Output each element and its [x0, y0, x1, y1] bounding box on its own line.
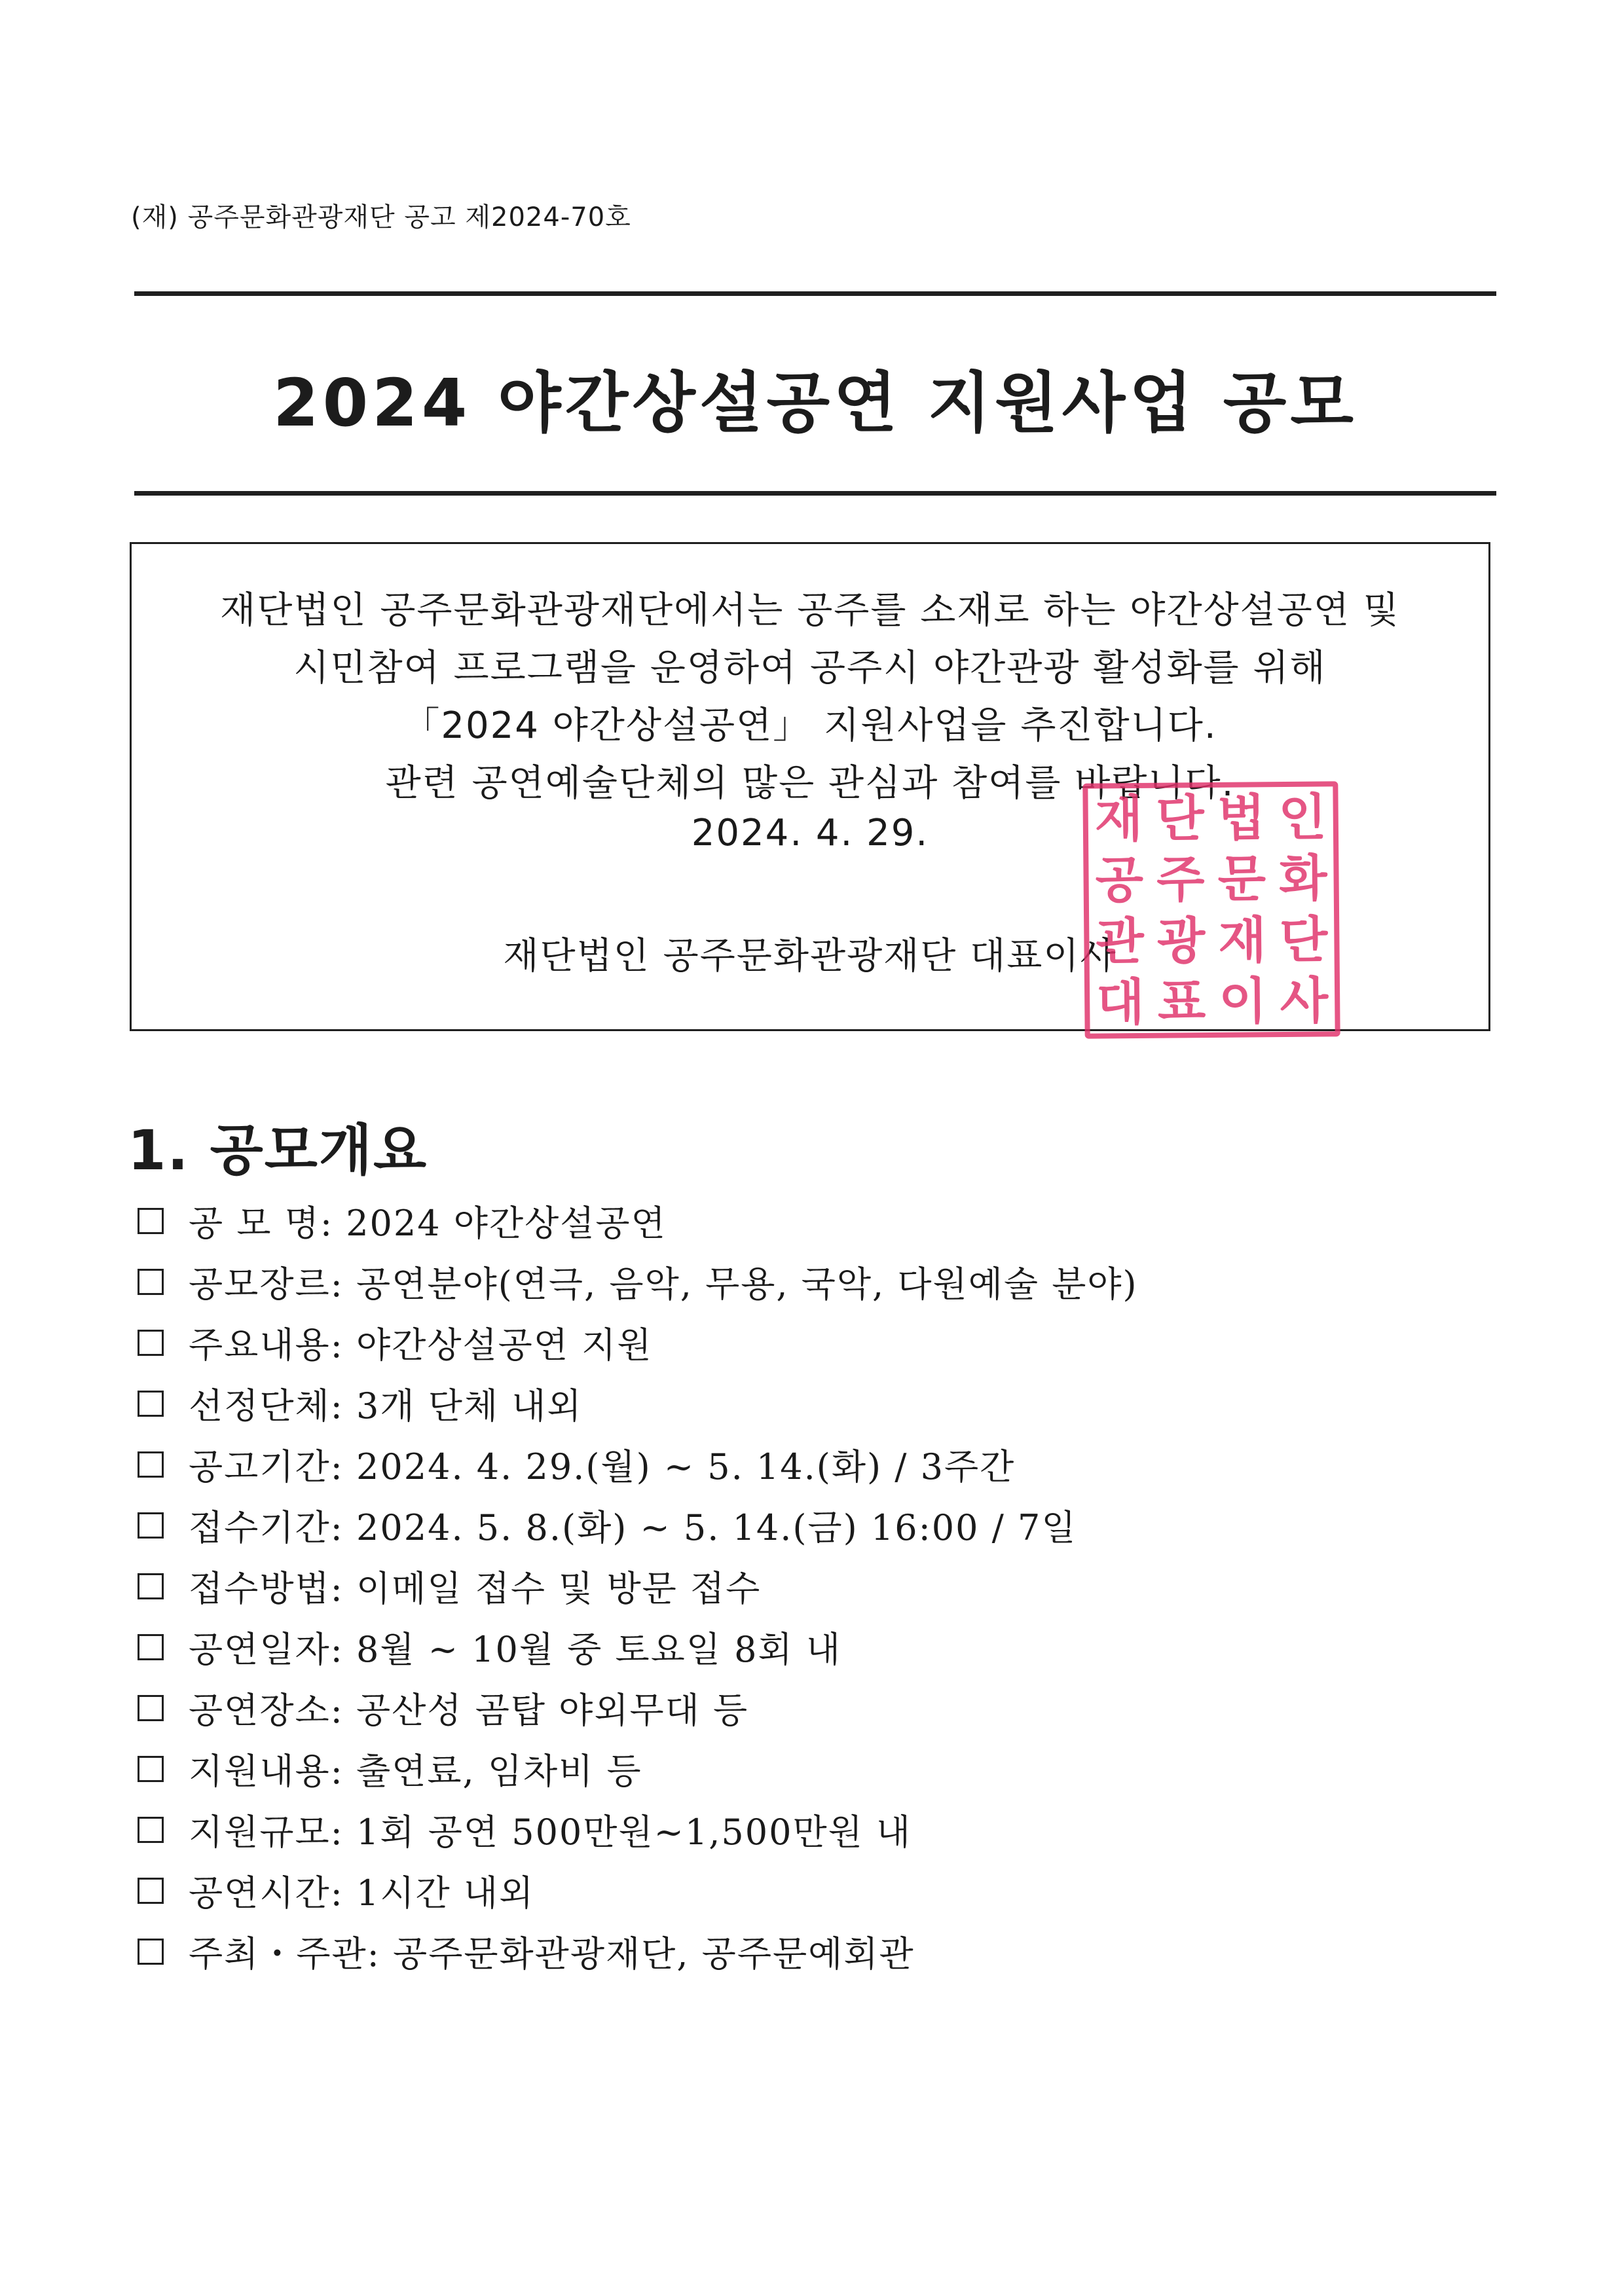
checkbox-icon [138, 1939, 164, 1965]
section-heading: 1. 공모개요 [128, 1118, 428, 1182]
item-value: 공연분야(연극, 음악, 무용, 국악, 다원예술 분야) [356, 1264, 1138, 1305]
item-value: 3개 단체 내외 [356, 1385, 583, 1427]
overview-item [138, 1921, 1138, 1982]
seal-char: 단 [1279, 910, 1328, 969]
item-value: 1회 공연 500만원~1,500만원 내 [356, 1812, 912, 1853]
notice-number: (재) 공주문화관광재단 공고 제2024-70호 [131, 202, 631, 232]
seal-char: 문 [1217, 849, 1266, 909]
overview-item [138, 1495, 1138, 1556]
item-value: 공주문화관광재단, 공주문예회관 [393, 1933, 915, 1975]
overview-item [138, 1799, 1138, 1860]
item-value: 야간상설공연 지원 [356, 1324, 653, 1366]
item-label: 접수방법: [189, 1568, 344, 1609]
official-seal-stamp [1082, 781, 1340, 1038]
notice-signature: 재단법인 공주문화관광재단 대표이사 [503, 935, 1117, 977]
seal-char: 재 [1218, 911, 1267, 970]
seal-char: 공 [1095, 850, 1144, 909]
notice-line: 재단법인 공주문화관광재단에서는 공주를 소재로 하는 야간상설공연 및 [220, 589, 1400, 632]
item-value: 공산성 곰탑 야외무대 등 [356, 1690, 749, 1731]
seal-char: 대 [1096, 973, 1145, 1032]
title-rule-top [134, 291, 1496, 296]
overview-list [138, 1190, 1138, 1982]
item-value: 8월 ~ 10월 중 토요일 8회 내 [356, 1629, 842, 1670]
seal-char: 단 [1155, 788, 1205, 848]
checkbox-icon [138, 1573, 164, 1599]
item-label: 주최・주관: [189, 1933, 380, 1975]
item-value: 출연료, 임차비 등 [356, 1751, 642, 1792]
checkbox-icon [138, 1878, 164, 1904]
checkbox-icon [138, 1208, 164, 1234]
item-value: 2024. 5. 8.(화) ~ 5. 14.(금) 16:00 / 7일 [356, 1507, 1077, 1548]
checkbox-icon [138, 1269, 164, 1295]
checkbox-icon [138, 1451, 164, 1478]
title-rule-bottom [134, 491, 1496, 496]
item-label: 지원내용: [189, 1751, 344, 1792]
item-value: 2024 야간상설공연 [346, 1203, 667, 1244]
seal-char: 재 [1094, 789, 1143, 848]
notice-date: 2024. 4. 29. [691, 812, 929, 854]
overview-item [138, 1616, 1138, 1677]
seal-char: 법 [1217, 788, 1266, 847]
checkbox-icon [138, 1391, 164, 1417]
seal-char: 화 [1278, 848, 1327, 908]
checkbox-icon [138, 1695, 164, 1721]
item-label: 접수기간: [189, 1507, 344, 1548]
seal-char: 주 [1156, 850, 1205, 909]
checkbox-icon [138, 1634, 164, 1660]
overview-item [138, 1677, 1138, 1738]
item-label: 공고기간: [189, 1446, 344, 1487]
overview-item [138, 1251, 1138, 1312]
notice-line: 관련 공연예술단체의 많은 관심과 참여를 바랍니다. [385, 762, 1235, 805]
overview-item [138, 1373, 1138, 1434]
overview-item [138, 1190, 1138, 1251]
overview-item [138, 1860, 1138, 1921]
item-label: 공연일자: [189, 1629, 344, 1670]
item-label: 선정단체: [189, 1385, 344, 1427]
item-label: 지원규모: [189, 1812, 344, 1853]
item-label: 공연장소: [189, 1690, 344, 1731]
checkbox-icon [138, 1330, 164, 1356]
checkbox-icon [138, 1512, 164, 1539]
overview-item [138, 1312, 1138, 1373]
overview-item [138, 1434, 1138, 1495]
notice-line: 「2024 야간상설공연」 지원사업을 추진합니다. [403, 704, 1217, 747]
notice-line: 시민참여 프로그램을 운영하여 공주시 야간관광 활성화를 위해 [293, 647, 1327, 689]
document-title: 2024 야간상설공연 지원사업 공모 [273, 365, 1357, 441]
item-value: 2024. 4. 29.(월) ~ 5. 14.(화) / 3주간 [356, 1446, 1016, 1487]
seal-char: 인 [1278, 788, 1327, 847]
item-label: 공 모 명: [189, 1203, 334, 1244]
item-label: 공연시간: [189, 1872, 344, 1914]
seal-char: 이 [1218, 972, 1268, 1031]
overview-item [138, 1738, 1138, 1799]
item-label: 공모장르: [189, 1264, 344, 1305]
item-value: 1시간 내외 [356, 1872, 535, 1914]
seal-char: 광 [1156, 911, 1206, 970]
seal-char: 사 [1280, 971, 1329, 1030]
checkbox-icon [138, 1817, 164, 1843]
seal-char: 관 [1096, 911, 1145, 971]
item-value: 이메일 접수 및 방문 접수 [356, 1568, 762, 1609]
overview-item [138, 1556, 1138, 1616]
seal-char: 표 [1157, 972, 1206, 1031]
item-label: 주요내용: [189, 1324, 344, 1366]
checkbox-icon [138, 1756, 164, 1782]
